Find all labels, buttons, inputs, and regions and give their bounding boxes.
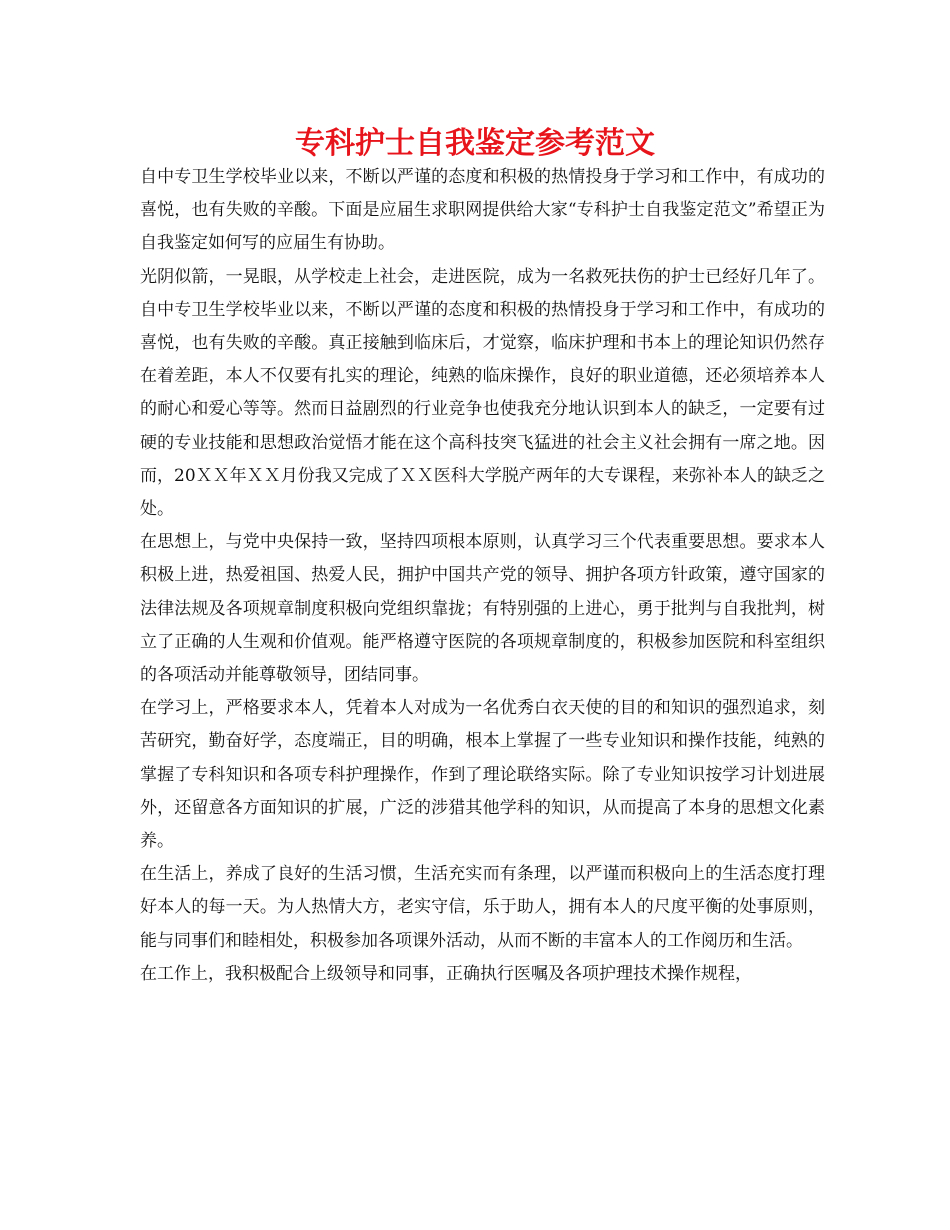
- paragraph-life: 在生活上，养成了良好的生活习惯，生活充实而有条理，以严谨而积极向上的生活态度打理好本人的每一天。为人热情大方，老实守信，乐于助人，拥有本人的尺度平衡的处事原则，能与同事们和睦相处，积极参加各项课外活动，从而不断的丰富本人的工作阅历和生活。: [140, 864, 825, 951]
- paragraph-study: 在学习上，严格要求本人，凭着本人对成为一名优秀白衣天使的目的和知识的强烈追求，刻苦研究，勤奋好学，态度端正，目的明确，根本上掌握了一些专业知识和操作技能，纯熟的掌握了专科知识和各项专科护理操作，作到了理论联络实际。除了专业知识按学习计划进展外，还留意各方面知识的扩展，广泛的涉猎其他学科的知识，从而提高了本身的思想文化素养。: [140, 698, 825, 852]
- document-title: 专科护士自我鉴定参考范文: [295, 126, 655, 161]
- paragraph-ideology: 在思想上，与党中央保持一致，坚持四项根本原则，认真学习三个代表重要思想。要求本人积极上进，热爱祖国、热爱人民，拥护中国共产党的领导、拥护各项方针政策，遵守国家的法律法规及各项规章制度积极向党组织靠拢；有特别强的上进心，勇于批判与自我批判，树立了正确的人生观和价值观。能严格遵守医院的各项规章制度的，积极参加医院和科室组织的各项活动并能尊敬领导，团结同事。: [140, 532, 825, 686]
- paragraph-intro: 自中专卫生学校毕业以来，不断以严谨的态度和积极的热情投身于学习和工作中，有成功的喜悦，也有失败的辛酸。下面是应届生求职网提供给大家“专科护士自我鉴定范文”希望正为自我鉴定如何写的应届生有协助。: [140, 167, 825, 254]
- paragraph-work: 在工作上，我积极配合上级领导和同事，正确执行医嘱及各项护理技术操作规程，: [140, 963, 752, 984]
- paragraph-background: 光阴似箭，一晃眼，从学校走上社会，走进医院，成为一名救死扶伤的护士已经好几年了。自中专卫生学校毕业以来，不断以严谨的态度和积极的热情投身于学习和工作中，有成功的喜悦，也有失败的辛酸。真正接触到临床后，才觉察，临床护理和书本上的理论知识仍然存在着差距，本人不仅要有扎实的理论，纯熟的临床操作，良好的职业道德，还必须培养本人的耐心和爱心等等。然而日益剧烈的行业竞争也使我充分地认识到本人的缺乏，一定要有过硬的专业技能和思想政治觉悟才能在这个高科技突飞猛进的社会主义社会拥有一席之地。因而，20ＸＸ年ＸＸ月份我又完成了ＸＸ医科大学脱产两年的大专课程，来弥补本人的缺乏之处。: [140, 266, 825, 520]
- document-body: [140, 161, 825, 991]
